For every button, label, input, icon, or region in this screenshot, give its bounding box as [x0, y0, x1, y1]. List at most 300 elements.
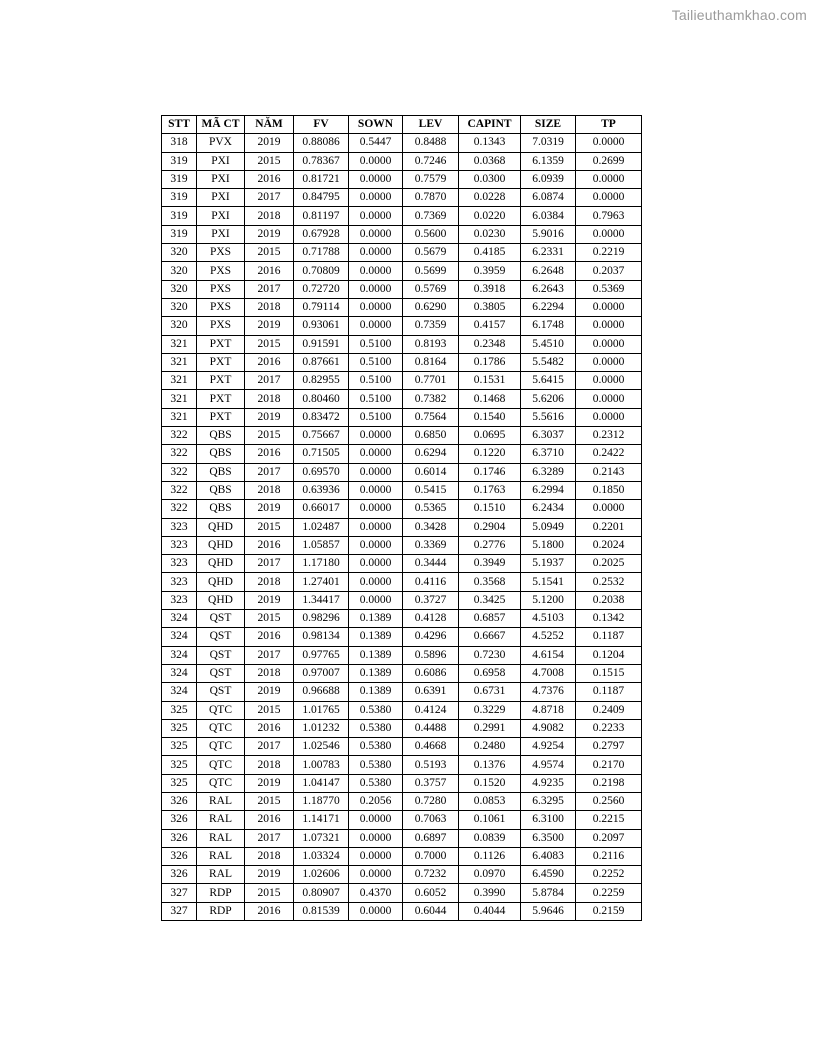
cell-lev: 0.7246 [403, 152, 459, 170]
cell-ma-ct: QBS [197, 445, 245, 463]
cell-capint: 0.0695 [459, 427, 521, 445]
cell-capint: 0.2348 [459, 335, 521, 353]
cell-capint: 0.4157 [459, 317, 521, 335]
cell-capint: 0.0228 [459, 189, 521, 207]
cell-ma-ct: PXS [197, 280, 245, 298]
cell-tp: 0.2219 [576, 244, 642, 262]
cell-capint: 0.3805 [459, 298, 521, 316]
cell-stt: 323 [162, 591, 197, 609]
cell-ma-ct: RAL [197, 829, 245, 847]
cell-size: 6.0874 [521, 189, 576, 207]
cell-lev: 0.4128 [403, 610, 459, 628]
table-row [162, 536, 642, 554]
table-row [162, 664, 642, 682]
cell-tp: 0.0000 [576, 170, 642, 188]
cell-sown: 0.0000 [349, 280, 403, 298]
header-fv: FV [294, 116, 349, 134]
cell-fv: 1.07321 [294, 829, 349, 847]
cell-tp: 0.2198 [576, 774, 642, 792]
cell-lev: 0.5679 [403, 244, 459, 262]
cell-ma-ct: RAL [197, 792, 245, 810]
cell-nam: 2018 [245, 207, 294, 225]
cell-tp: 0.2259 [576, 884, 642, 902]
cell-nam: 2016 [245, 902, 294, 920]
cell-size: 5.5616 [521, 408, 576, 426]
cell-sown: 0.0000 [349, 829, 403, 847]
cell-capint: 0.1220 [459, 445, 521, 463]
cell-stt: 319 [162, 225, 197, 243]
table-row [162, 244, 642, 262]
table-row [162, 280, 642, 298]
cell-stt: 326 [162, 829, 197, 847]
cell-size: 4.8718 [521, 701, 576, 719]
cell-size: 6.3100 [521, 811, 576, 829]
cell-ma-ct: QHD [197, 573, 245, 591]
cell-size: 6.2331 [521, 244, 576, 262]
cell-tp: 0.2038 [576, 591, 642, 609]
cell-stt: 321 [162, 372, 197, 390]
cell-ma-ct: PXT [197, 335, 245, 353]
cell-stt: 326 [162, 811, 197, 829]
cell-stt: 319 [162, 207, 197, 225]
table-row [162, 774, 642, 792]
cell-capint: 0.1746 [459, 463, 521, 481]
table-row [162, 610, 642, 628]
cell-lev: 0.5193 [403, 756, 459, 774]
cell-tp: 0.0000 [576, 408, 642, 426]
cell-fv: 0.75667 [294, 427, 349, 445]
cell-nam: 2018 [245, 481, 294, 499]
cell-capint: 0.0230 [459, 225, 521, 243]
cell-nam: 2016 [245, 170, 294, 188]
table-row [162, 628, 642, 646]
cell-nam: 2018 [245, 390, 294, 408]
table-row [162, 170, 642, 188]
cell-size: 5.1800 [521, 536, 576, 554]
cell-stt: 322 [162, 427, 197, 445]
cell-tp: 0.0000 [576, 225, 642, 243]
cell-capint: 0.1763 [459, 481, 521, 499]
cell-nam: 2015 [245, 610, 294, 628]
cell-sown: 0.1389 [349, 628, 403, 646]
cell-size: 6.3500 [521, 829, 576, 847]
cell-nam: 2017 [245, 463, 294, 481]
cell-capint: 0.2776 [459, 536, 521, 554]
cell-size: 5.1937 [521, 555, 576, 573]
cell-sown: 0.5447 [349, 134, 403, 152]
cell-ma-ct: QTC [197, 774, 245, 792]
header-stt: STT [162, 116, 197, 134]
cell-stt: 320 [162, 317, 197, 335]
cell-lev: 0.7564 [403, 408, 459, 426]
cell-capint: 0.6667 [459, 628, 521, 646]
cell-ma-ct: QTC [197, 719, 245, 737]
cell-tp: 0.2699 [576, 152, 642, 170]
cell-capint: 0.1376 [459, 756, 521, 774]
table-row [162, 866, 642, 884]
cell-sown: 0.5100 [349, 408, 403, 426]
cell-size: 6.4083 [521, 847, 576, 865]
cell-fv: 0.79114 [294, 298, 349, 316]
cell-lev: 0.6290 [403, 298, 459, 316]
cell-fv: 0.71788 [294, 244, 349, 262]
cell-lev: 0.6052 [403, 884, 459, 902]
cell-size: 5.9646 [521, 902, 576, 920]
header-nam: NĂM [245, 116, 294, 134]
cell-size: 6.3710 [521, 445, 576, 463]
cell-lev: 0.5896 [403, 646, 459, 664]
table-row [162, 811, 642, 829]
cell-nam: 2018 [245, 756, 294, 774]
cell-fv: 1.34417 [294, 591, 349, 609]
cell-fv: 0.88086 [294, 134, 349, 152]
cell-tp: 0.2797 [576, 738, 642, 756]
cell-ma-ct: PXT [197, 408, 245, 426]
cell-lev: 0.3369 [403, 536, 459, 554]
cell-sown: 0.0000 [349, 152, 403, 170]
cell-capint: 0.1126 [459, 847, 521, 865]
cell-lev: 0.7870 [403, 189, 459, 207]
cell-ma-ct: QST [197, 628, 245, 646]
cell-nam: 2018 [245, 664, 294, 682]
cell-ma-ct: PXI [197, 152, 245, 170]
cell-nam: 2018 [245, 847, 294, 865]
cell-fv: 0.81721 [294, 170, 349, 188]
cell-lev: 0.7000 [403, 847, 459, 865]
cell-tp: 0.2201 [576, 518, 642, 536]
cell-nam: 2016 [245, 628, 294, 646]
watermark-text: Tailieuthamkhao.com [671, 7, 807, 23]
cell-size: 5.4510 [521, 335, 576, 353]
cell-sown: 0.5380 [349, 701, 403, 719]
cell-tp: 0.1515 [576, 664, 642, 682]
cell-stt: 319 [162, 152, 197, 170]
cell-capint: 0.2991 [459, 719, 521, 737]
cell-ma-ct: QBS [197, 427, 245, 445]
cell-size: 6.0384 [521, 207, 576, 225]
cell-lev: 0.4668 [403, 738, 459, 756]
cell-lev: 0.6086 [403, 664, 459, 682]
cell-tp: 0.2422 [576, 445, 642, 463]
cell-lev: 0.7280 [403, 792, 459, 810]
cell-lev: 0.8488 [403, 134, 459, 152]
cell-stt: 320 [162, 298, 197, 316]
cell-stt: 326 [162, 792, 197, 810]
cell-capint: 0.6731 [459, 683, 521, 701]
cell-tp: 0.0000 [576, 317, 642, 335]
cell-capint: 0.1468 [459, 390, 521, 408]
cell-nam: 2019 [245, 134, 294, 152]
cell-tp: 0.5369 [576, 280, 642, 298]
cell-stt: 320 [162, 262, 197, 280]
cell-lev: 0.3444 [403, 555, 459, 573]
cell-fv: 0.72720 [294, 280, 349, 298]
cell-lev: 0.5699 [403, 262, 459, 280]
table-row [162, 902, 642, 920]
cell-capint: 0.3949 [459, 555, 521, 573]
cell-sown: 0.0000 [349, 866, 403, 884]
cell-tp: 0.2097 [576, 829, 642, 847]
table-row [162, 701, 642, 719]
cell-ma-ct: PXS [197, 317, 245, 335]
cell-sown: 0.0000 [349, 811, 403, 829]
cell-nam: 2015 [245, 335, 294, 353]
cell-size: 6.1359 [521, 152, 576, 170]
cell-fv: 0.66017 [294, 500, 349, 518]
cell-nam: 2016 [245, 536, 294, 554]
cell-lev: 0.8193 [403, 335, 459, 353]
cell-fv: 0.80460 [294, 390, 349, 408]
table-row [162, 756, 642, 774]
cell-sown: 0.0000 [349, 591, 403, 609]
cell-nam: 2017 [245, 372, 294, 390]
cell-ma-ct: QST [197, 664, 245, 682]
table-row [162, 884, 642, 902]
cell-tp: 0.0000 [576, 390, 642, 408]
table-row [162, 518, 642, 536]
cell-capint: 0.2480 [459, 738, 521, 756]
cell-tp: 0.2116 [576, 847, 642, 865]
cell-nam: 2015 [245, 701, 294, 719]
table-header-row [162, 116, 642, 134]
table-row [162, 298, 642, 316]
cell-nam: 2017 [245, 738, 294, 756]
cell-ma-ct: RDP [197, 884, 245, 902]
cell-capint: 0.0853 [459, 792, 521, 810]
cell-fv: 0.67928 [294, 225, 349, 243]
cell-nam: 2017 [245, 555, 294, 573]
cell-capint: 0.0220 [459, 207, 521, 225]
cell-ma-ct: PXS [197, 244, 245, 262]
cell-capint: 0.4185 [459, 244, 521, 262]
cell-stt: 321 [162, 408, 197, 426]
cell-size: 6.2294 [521, 298, 576, 316]
cell-sown: 0.0000 [349, 262, 403, 280]
cell-ma-ct: PXI [197, 225, 245, 243]
table-body [162, 134, 642, 921]
cell-fv: 0.97765 [294, 646, 349, 664]
cell-size: 5.8784 [521, 884, 576, 902]
cell-lev: 0.6294 [403, 445, 459, 463]
cell-fv: 0.78367 [294, 152, 349, 170]
cell-lev: 0.6391 [403, 683, 459, 701]
cell-ma-ct: QTC [197, 756, 245, 774]
cell-size: 6.2434 [521, 500, 576, 518]
cell-size: 4.9254 [521, 738, 576, 756]
table-row [162, 225, 642, 243]
header-sown: SOWN [349, 116, 403, 134]
cell-lev: 0.7232 [403, 866, 459, 884]
cell-stt: 324 [162, 610, 197, 628]
cell-lev: 0.8164 [403, 353, 459, 371]
cell-ma-ct: QTC [197, 738, 245, 756]
table-row [162, 500, 642, 518]
cell-stt: 322 [162, 445, 197, 463]
cell-nam: 2017 [245, 646, 294, 664]
cell-tp: 0.1187 [576, 628, 642, 646]
header-ma-ct: MÃ CT [197, 116, 245, 134]
cell-tp: 0.2143 [576, 463, 642, 481]
cell-stt: 321 [162, 353, 197, 371]
table-row [162, 445, 642, 463]
cell-tp: 0.2170 [576, 756, 642, 774]
cell-size: 4.7376 [521, 683, 576, 701]
cell-tp: 0.2560 [576, 792, 642, 810]
cell-fv: 0.81539 [294, 902, 349, 920]
cell-size: 5.1200 [521, 591, 576, 609]
table-row [162, 427, 642, 445]
cell-ma-ct: PXS [197, 262, 245, 280]
cell-stt: 322 [162, 463, 197, 481]
cell-ma-ct: PXI [197, 189, 245, 207]
cell-stt: 319 [162, 170, 197, 188]
cell-stt: 324 [162, 646, 197, 664]
cell-capint: 0.0970 [459, 866, 521, 884]
cell-ma-ct: PXT [197, 372, 245, 390]
cell-lev: 0.4124 [403, 701, 459, 719]
cell-size: 5.1541 [521, 573, 576, 591]
cell-tp: 0.2024 [576, 536, 642, 554]
cell-ma-ct: PXI [197, 207, 245, 225]
cell-fv: 0.81197 [294, 207, 349, 225]
cell-fv: 0.98134 [294, 628, 349, 646]
cell-stt: 325 [162, 738, 197, 756]
cell-sown: 0.5380 [349, 756, 403, 774]
table-row [162, 372, 642, 390]
cell-tp: 0.2532 [576, 573, 642, 591]
cell-tp: 0.2409 [576, 701, 642, 719]
cell-nam: 2019 [245, 317, 294, 335]
cell-nam: 2017 [245, 189, 294, 207]
cell-stt: 320 [162, 280, 197, 298]
cell-fv: 1.01765 [294, 701, 349, 719]
cell-stt: 323 [162, 573, 197, 591]
cell-ma-ct: PXT [197, 353, 245, 371]
cell-stt: 327 [162, 884, 197, 902]
cell-tp: 0.2215 [576, 811, 642, 829]
table-row [162, 463, 642, 481]
cell-size: 5.6206 [521, 390, 576, 408]
cell-sown: 0.1389 [349, 683, 403, 701]
table-row [162, 719, 642, 737]
cell-fv: 0.91591 [294, 335, 349, 353]
cell-capint: 0.2904 [459, 518, 521, 536]
cell-sown: 0.1389 [349, 664, 403, 682]
cell-ma-ct: RDP [197, 902, 245, 920]
cell-tp: 0.0000 [576, 189, 642, 207]
cell-lev: 0.5600 [403, 225, 459, 243]
cell-tp: 0.0000 [576, 298, 642, 316]
cell-nam: 2016 [245, 353, 294, 371]
cell-nam: 2017 [245, 280, 294, 298]
cell-tp: 0.2025 [576, 555, 642, 573]
cell-lev: 0.6014 [403, 463, 459, 481]
table-row [162, 738, 642, 756]
cell-sown: 0.0000 [349, 481, 403, 499]
cell-sown: 0.5100 [349, 335, 403, 353]
cell-size: 6.1748 [521, 317, 576, 335]
cell-lev: 0.7359 [403, 317, 459, 335]
cell-size: 4.6154 [521, 646, 576, 664]
cell-tp: 0.2233 [576, 719, 642, 737]
cell-ma-ct: QBS [197, 500, 245, 518]
cell-lev: 0.5769 [403, 280, 459, 298]
cell-stt: 322 [162, 481, 197, 499]
cell-fv: 0.70809 [294, 262, 349, 280]
cell-fv: 0.96688 [294, 683, 349, 701]
header-size: SIZE [521, 116, 576, 134]
cell-tp: 0.2159 [576, 902, 642, 920]
cell-ma-ct: QTC [197, 701, 245, 719]
data-table [161, 115, 642, 921]
cell-ma-ct: QBS [197, 463, 245, 481]
cell-stt: 324 [162, 664, 197, 682]
cell-capint: 0.0300 [459, 170, 521, 188]
cell-nam: 2016 [245, 445, 294, 463]
cell-sown: 0.0000 [349, 573, 403, 591]
cell-size: 4.5252 [521, 628, 576, 646]
cell-tp: 0.2037 [576, 262, 642, 280]
cell-fv: 1.05857 [294, 536, 349, 554]
cell-size: 4.9082 [521, 719, 576, 737]
cell-capint: 0.0839 [459, 829, 521, 847]
cell-tp: 0.0000 [576, 134, 642, 152]
cell-size: 6.3295 [521, 792, 576, 810]
cell-fv: 0.97007 [294, 664, 349, 682]
cell-lev: 0.4488 [403, 719, 459, 737]
cell-nam: 2019 [245, 774, 294, 792]
cell-nam: 2018 [245, 573, 294, 591]
cell-size: 6.2648 [521, 262, 576, 280]
cell-fv: 1.27401 [294, 573, 349, 591]
cell-nam: 2019 [245, 500, 294, 518]
cell-lev: 0.7579 [403, 170, 459, 188]
cell-ma-ct: QHD [197, 555, 245, 573]
cell-stt: 323 [162, 555, 197, 573]
cell-nam: 2019 [245, 591, 294, 609]
cell-nam: 2015 [245, 518, 294, 536]
cell-fv: 1.01232 [294, 719, 349, 737]
cell-fv: 1.02487 [294, 518, 349, 536]
cell-size: 5.9016 [521, 225, 576, 243]
cell-ma-ct: RAL [197, 811, 245, 829]
cell-nam: 2015 [245, 244, 294, 262]
cell-stt: 325 [162, 756, 197, 774]
cell-tp: 0.1204 [576, 646, 642, 664]
cell-capint: 0.1061 [459, 811, 521, 829]
cell-fv: 0.71505 [294, 445, 349, 463]
cell-lev: 0.3757 [403, 774, 459, 792]
cell-size: 6.4590 [521, 866, 576, 884]
cell-tp: 0.0000 [576, 372, 642, 390]
cell-fv: 0.69570 [294, 463, 349, 481]
cell-stt: 326 [162, 847, 197, 865]
cell-fv: 1.14171 [294, 811, 349, 829]
cell-lev: 0.5415 [403, 481, 459, 499]
cell-stt: 327 [162, 902, 197, 920]
cell-sown: 0.0000 [349, 847, 403, 865]
cell-lev: 0.7063 [403, 811, 459, 829]
cell-ma-ct: PVX [197, 134, 245, 152]
table-row [162, 262, 642, 280]
cell-size: 4.9574 [521, 756, 576, 774]
cell-tp: 0.2252 [576, 866, 642, 884]
cell-stt: 320 [162, 244, 197, 262]
table-row [162, 353, 642, 371]
cell-nam: 2015 [245, 792, 294, 810]
cell-capint: 0.3918 [459, 280, 521, 298]
cell-capint: 0.1343 [459, 134, 521, 152]
